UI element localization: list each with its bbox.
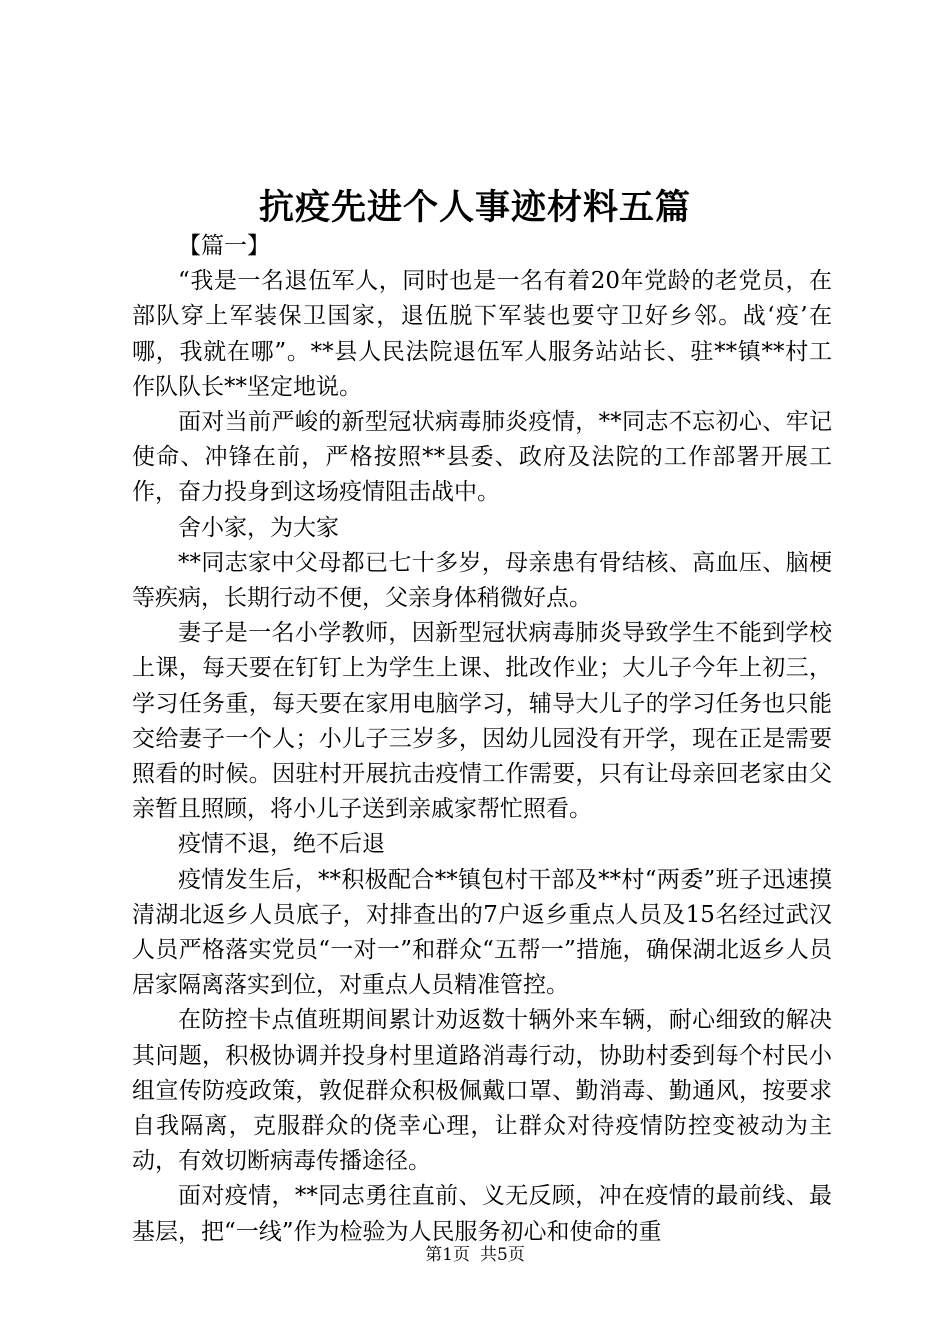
- paragraph-2: 面对当前严峻的新型冠状病毒肺炎疫情，**同志不忘初心、牢记使命、冲锋在前，严格按照**县委、政府及法院的工作部署开展工作，奋力投身到这场疫情阻击战中。: [132, 409, 832, 506]
- paragraph-5: 疫情发生后，**积极配合**镇包村干部及**村“两委”班子迅速摸清湖北返乡人员底子，对排查出的7户返乡重点人员及15名经过武汉人员严格落实党员“一对一”和群众“五帮一”措施，确保湖北返乡人员居家隔离落实到位，对重点人员精准管控。: [132, 866, 832, 999]
- page-footer: [0, 1244, 950, 1266]
- document-title: 抗疫先进个人事迹材料五篇: [258, 187, 691, 228]
- page-number: 第1页: [425, 1245, 470, 1265]
- document-body: [132, 229, 832, 1250]
- paragraph-7: 面对疫情，**同志勇往直前、义无反顾，冲在疫情的最前线、最基层，把“一线”作为检验为人民服务初心和使命的重: [132, 1183, 832, 1245]
- paragraph-4: 妻子是一名小学教师，因新型冠状病毒肺炎导致学生不能到学校上课，每天要在钉钉上为学生上课、批改作业；大儿子今年上初三，学习任务重，每天要在家用电脑学习，辅导大儿子的学习任务也只能交给妻子一个人；小儿子三岁多，因幼儿园没有开学，现在正是需要照看的时候。因驻村开展抗击疫情工作需要，只有让母亲回老家由父亲暂且照顾，将小儿子送到亲戚家帮忙照看。: [132, 620, 832, 823]
- subheading-1: 舍小家，为大家: [178, 514, 339, 541]
- paragraph-3: **同志家中父母都已七十多岁，母亲患有骨结核、高血压、脑梗等疾病，长期行动不便，父亲身体稍微好点。: [132, 549, 832, 612]
- page-total: 共5页: [480, 1245, 525, 1265]
- subheading-2: 疫情不退，绝不后退: [178, 831, 385, 858]
- paragraph-1: “我是一名退伍军人，同时也是一名有着20年党龄的老党员，在部队穿上军装保卫国家，退伍脱下军装也要守卫好乡邻。战‘疫’在哪，我就在哪”。**县人民法院退伍军人服务站站长、驻**镇**村工作队队长**坚定地说。: [132, 268, 832, 400]
- paragraph-6: 在防控卡点值班期间累计劝返数十辆外来车辆，耐心细致的解决其问题，积极协调并投身村里道路消毒行动，协助村委到每个村民小组宣传防疫政策，敦促群众积极佩戴口罩、勤消毒、勤通风，按要求自我隔离，克服群众的侥幸心理，让群众对待疫情防控变被动为主动，有效切断病毒传播途径。: [132, 1007, 832, 1175]
- section-label: 【篇一】: [178, 233, 270, 259]
